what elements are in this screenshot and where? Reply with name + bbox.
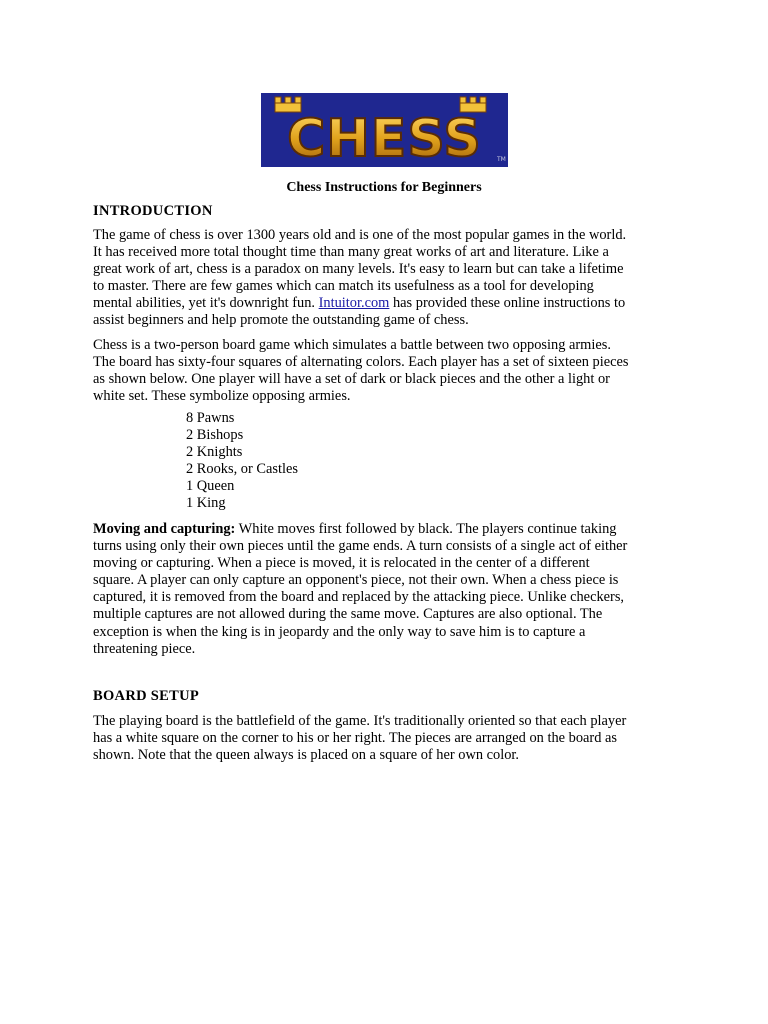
piece-list	[186, 410, 298, 513]
text-line: multiple captures are not allowed during the same move. Captures are also optional. The	[93, 606, 603, 623]
text-segment: has provided these online instructions to	[389, 295, 626, 312]
text-line: exception is when the king is in jeopardy and the only way to save him is to capture a	[93, 623, 586, 640]
text-line	[93, 521, 683, 538]
text-line	[93, 295, 683, 312]
board-setup-heading: BOARD SETUP	[93, 688, 200, 704]
board-setup-paragraph	[93, 713, 683, 764]
text-line: The board has sixty-four squares of alternating colors. Each player has a set of sixteen pieces	[93, 354, 629, 371]
text-segment: White moves first followed by black. The players continue taking	[235, 521, 617, 537]
text-line: Chess is a two-person board game which simulates a battle between two opposing armies.	[93, 337, 611, 353]
text-line: captured, it is removed from the board and replaced by the attacking piece. Unlike checkers,	[93, 589, 625, 606]
list-item: 2 Rooks, or Castles	[186, 461, 298, 478]
list-item: 8 Pawns	[186, 410, 235, 426]
list-item: 2 Bishops	[186, 427, 244, 444]
chess-logo	[261, 93, 508, 167]
logo-wordmark: CHESS	[287, 109, 482, 167]
text-line: moving or capturing. When a piece is moved, it is relocated in the center of a different	[93, 555, 590, 572]
text-line: white set. These symbolize opposing armies.	[93, 388, 351, 405]
text-line: shown. Note that the queen always is placed on a square of her own color.	[93, 747, 519, 764]
chess-logo-image	[261, 93, 508, 167]
text-line: The playing board is the battlefield of the game. It's traditionally oriented so that each player	[93, 713, 627, 729]
trademark-mark: TM	[497, 156, 506, 163]
text-line: turns using only their own pieces until the game ends. A turn consists of a single act of either	[93, 538, 628, 555]
text-line: It has received more total thought time than many great works of art and literature. Like a	[93, 244, 609, 261]
text-line: great work of art, chess is a paradox on many levels. It's easy to learn but can take a lifetime	[93, 261, 624, 278]
text-line: square. A player can only capture an opponent's piece, not their own. When a chess piece is	[93, 572, 619, 589]
introduction-paragraph-2	[93, 337, 683, 405]
moving-capturing-paragraph	[93, 521, 683, 658]
text-line: as shown below. One player will have a set of dark or black pieces and the other a light or	[93, 371, 610, 388]
text-line: assist beginners and help promote the outstanding game of chess.	[93, 312, 469, 329]
text-line: has a white square on the corner to his or her right. The pieces are arranged on the board as	[93, 730, 617, 747]
introduction-heading: INTRODUCTION	[93, 203, 213, 219]
text-line: to master. There are few games which can match its usefulness as a tool for developing	[93, 278, 594, 295]
moving-capturing-lead: Moving and capturing:	[93, 521, 236, 537]
page-title: Chess Instructions for Beginners	[286, 180, 482, 195]
introduction-paragraph-1	[93, 227, 683, 330]
text-segment: mental abilities, yet it's downright fun.	[93, 295, 319, 312]
list-item: 2 Knights	[186, 444, 243, 461]
list-item: 1 King	[186, 495, 226, 512]
list-item: 1 Queen	[186, 478, 235, 495]
text-line: The game of chess is over 1300 years old and is one of the most popular games in the world.	[93, 227, 627, 243]
intuitor-link[interactable]: Intuitor.com	[318, 295, 390, 312]
text-line: threatening piece.	[93, 640, 196, 657]
